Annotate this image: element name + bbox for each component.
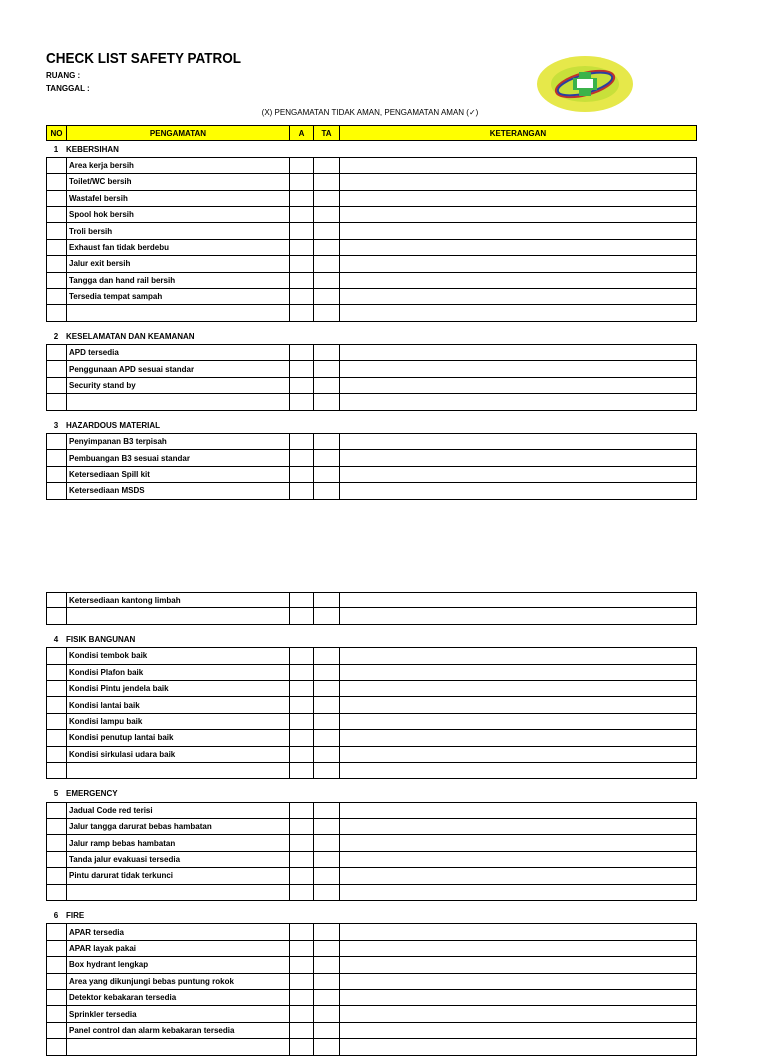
observation-item (67, 885, 290, 900)
checkbox-a[interactable] (290, 1023, 314, 1038)
observation-item: Kondisi Pintu jendela baik (67, 681, 290, 696)
observation-item: Jadual Code red terisi (67, 803, 290, 818)
table-row (46, 868, 697, 884)
table-row (46, 467, 697, 483)
row-number (47, 289, 67, 304)
checkbox-a[interactable] (290, 608, 314, 623)
keterangan-field[interactable] (340, 467, 696, 482)
checkbox-a[interactable] (290, 648, 314, 663)
checkbox-a[interactable] (290, 223, 314, 238)
observation-item (67, 763, 290, 778)
table-row (46, 483, 697, 499)
row-number (47, 378, 67, 393)
checkbox-ta[interactable] (314, 174, 340, 189)
keterangan-field[interactable] (340, 345, 696, 360)
table-row (46, 434, 697, 450)
table-row (46, 974, 697, 990)
header-pengamatan: PENGAMATAN (67, 126, 290, 140)
row-number (47, 763, 67, 778)
checkbox-ta[interactable] (314, 885, 340, 900)
checkbox-a[interactable] (290, 763, 314, 778)
checkbox-ta[interactable] (314, 593, 340, 607)
keterangan-field[interactable] (340, 289, 696, 304)
keterangan-field[interactable] (340, 852, 696, 867)
keterangan-field[interactable] (340, 747, 696, 762)
table-row (46, 273, 697, 289)
checkbox-a[interactable] (290, 394, 314, 409)
table-row (46, 924, 697, 940)
observation-item: Area kerja bersih (67, 158, 290, 173)
checkbox-ta[interactable] (314, 763, 340, 778)
row-number (47, 305, 67, 320)
observation-item: Kondisi Plafon baik (67, 665, 290, 680)
checkbox-ta[interactable] (314, 273, 340, 288)
observation-item: Jalur ramp bebas hambatan (67, 835, 290, 850)
row-number (47, 240, 67, 255)
checkbox-ta[interactable] (314, 434, 340, 449)
row-number (47, 819, 67, 834)
observation-item: Kondisi penutup lantai baik (67, 730, 290, 745)
checkbox-ta[interactable] (314, 665, 340, 680)
checkbox-ta[interactable] (314, 394, 340, 409)
row-number (47, 467, 67, 482)
section-number: 3 (53, 420, 59, 430)
section-number: 1 (53, 144, 59, 154)
observation-item: Box hydrant lengkap (67, 957, 290, 972)
checkbox-ta[interactable] (314, 924, 340, 939)
observation-item: Ketersediaan kantong limbah (67, 593, 290, 607)
row-number (47, 608, 67, 623)
table-row (46, 957, 697, 973)
checkbox-ta[interactable] (314, 835, 340, 850)
checkbox-a[interactable] (290, 835, 314, 850)
keterangan-field[interactable] (340, 207, 696, 222)
keterangan-field[interactable] (340, 174, 696, 189)
keterangan-field[interactable] (340, 885, 696, 900)
observation-item: Kondisi lampu baik (67, 714, 290, 729)
section-title: FIRE (66, 911, 85, 921)
header-no: NO (47, 126, 67, 140)
checkbox-ta[interactable] (314, 305, 340, 320)
checkbox-ta[interactable] (314, 467, 340, 482)
checkbox-ta[interactable] (314, 730, 340, 745)
observation-item: Penggunaan APD sesuai standar (67, 361, 290, 376)
row-number (47, 273, 67, 288)
keterangan-field[interactable] (340, 974, 696, 989)
checkbox-ta[interactable] (314, 852, 340, 867)
table-row (46, 835, 697, 851)
checkbox-a[interactable] (290, 361, 314, 376)
observation-item: Area yang dikunjungi bebas puntung rokok (67, 974, 290, 989)
table-row (46, 665, 697, 681)
table-row (46, 207, 697, 223)
checkbox-a[interactable] (290, 483, 314, 498)
row-number (47, 483, 67, 498)
table-row (46, 289, 697, 305)
checkbox-ta[interactable] (314, 207, 340, 222)
checkbox-a[interactable] (290, 207, 314, 222)
table-header (46, 125, 697, 141)
row-number (47, 223, 67, 238)
row-number (47, 747, 67, 762)
checkbox-ta[interactable] (314, 747, 340, 762)
row-number (47, 450, 67, 465)
section-title: KEBERSIHAN (66, 144, 119, 154)
row-number (47, 852, 67, 867)
keterangan-field[interactable] (340, 378, 696, 393)
table-row (46, 223, 697, 239)
keterangan-field[interactable] (340, 240, 696, 255)
observation-item: Jalur exit bersih (67, 256, 290, 271)
checkbox-a[interactable] (290, 256, 314, 271)
keterangan-field[interactable] (340, 256, 696, 271)
checkbox-a[interactable] (290, 467, 314, 482)
table-row (46, 191, 697, 207)
table-row (46, 450, 697, 466)
row-number (47, 803, 67, 818)
observation-item: APAR tersedia (67, 924, 290, 939)
observation-item: Tersedia tempat sampah (67, 289, 290, 304)
section-header (46, 908, 697, 924)
keterangan-field[interactable] (340, 608, 696, 623)
checkbox-a[interactable] (290, 803, 314, 818)
section-header (46, 632, 697, 648)
section-number: 6 (53, 911, 59, 921)
checkbox-a[interactable] (290, 697, 314, 712)
checkbox-ta[interactable] (314, 256, 340, 271)
observation-item: APAR layak pakai (67, 941, 290, 956)
checkbox-a[interactable] (290, 1006, 314, 1021)
checkbox-a[interactable] (290, 158, 314, 173)
table-row (46, 763, 697, 779)
row-number (47, 665, 67, 680)
checkbox-ta[interactable] (314, 223, 340, 238)
table-row (46, 305, 697, 321)
row-number (47, 158, 67, 173)
checkbox-a[interactable] (290, 852, 314, 867)
header-a: A (290, 126, 314, 140)
checkbox-a[interactable] (290, 990, 314, 1005)
row-number (47, 974, 67, 989)
table-row (46, 174, 697, 190)
checkbox-ta[interactable] (314, 191, 340, 206)
row-number (47, 714, 67, 729)
checkbox-a[interactable] (290, 730, 314, 745)
checkbox-a[interactable] (290, 665, 314, 680)
row-number (47, 345, 67, 360)
observation-item: Troli bersih (67, 223, 290, 238)
table-row (46, 885, 697, 901)
checkbox-ta[interactable] (314, 608, 340, 623)
keterangan-field[interactable] (340, 681, 696, 696)
row-number (47, 593, 67, 607)
keterangan-field[interactable] (340, 868, 696, 883)
keterangan-field[interactable] (340, 394, 696, 409)
observation-item: Kondisi sirkulasi udara baik (67, 747, 290, 762)
hospital-logo (535, 54, 635, 114)
checkbox-a[interactable] (290, 747, 314, 762)
keterangan-field[interactable] (340, 273, 696, 288)
observation-item: Ketersediaan Spill kit (67, 467, 290, 482)
tanggal-label: TANGGAL : (46, 84, 90, 93)
keterangan-field[interactable] (340, 1023, 696, 1038)
keterangan-field[interactable] (340, 941, 696, 956)
table-row (46, 394, 697, 410)
observation-item: Detektor kebakaran tersedia (67, 990, 290, 1005)
row-number (47, 730, 67, 745)
observation-item: Tangga dan hand rail bersih (67, 273, 290, 288)
checkbox-ta[interactable] (314, 681, 340, 696)
row-number (47, 256, 67, 271)
table-row (46, 361, 697, 377)
checkbox-ta[interactable] (314, 803, 340, 818)
checkbox-ta[interactable] (314, 158, 340, 173)
observation-item (67, 305, 290, 320)
row-number (47, 191, 67, 206)
observation-item (67, 394, 290, 409)
observation-item: Pembuangan B3 sesuai standar (67, 450, 290, 465)
checkbox-a[interactable] (290, 868, 314, 883)
observation-item: Penyimpanan B3 terpisah (67, 434, 290, 449)
table-row (46, 730, 697, 746)
observation-item: Tanda jalur evakuasi tersedia (67, 852, 290, 867)
row-number (47, 941, 67, 956)
keterangan-field[interactable] (340, 665, 696, 680)
table-row (46, 378, 697, 394)
checkbox-a[interactable] (290, 885, 314, 900)
section-title: EMERGENCY (66, 789, 118, 799)
table-row (46, 714, 697, 730)
table-row (46, 158, 697, 174)
checkbox-a[interactable] (290, 378, 314, 393)
keterangan-field[interactable] (340, 803, 696, 818)
section-header (46, 418, 697, 434)
checkbox-a[interactable] (290, 1039, 314, 1054)
checkbox-ta[interactable] (314, 345, 340, 360)
row-number (47, 394, 67, 409)
keterangan-field[interactable] (340, 305, 696, 320)
table-row (46, 1023, 697, 1039)
checkbox-a[interactable] (290, 174, 314, 189)
checkbox-ta[interactable] (314, 1039, 340, 1054)
checkbox-a[interactable] (290, 191, 314, 206)
keterangan-field[interactable] (340, 593, 696, 607)
row-number (47, 361, 67, 376)
section-header (46, 329, 697, 345)
keterangan-field[interactable] (340, 697, 696, 712)
checkbox-ta[interactable] (314, 450, 340, 465)
table-row (46, 1006, 697, 1022)
checkbox-a[interactable] (290, 289, 314, 304)
checkbox-a[interactable] (290, 305, 314, 320)
keterangan-field[interactable] (340, 158, 696, 173)
table-row (46, 256, 697, 272)
checkbox-ta[interactable] (314, 941, 340, 956)
table-row (46, 990, 697, 1006)
checkbox-a[interactable] (290, 957, 314, 972)
row-number (47, 174, 67, 189)
table-row (46, 747, 697, 763)
checkbox-ta[interactable] (314, 289, 340, 304)
section-number: 2 (53, 331, 59, 341)
checkbox-ta[interactable] (314, 483, 340, 498)
observation-item (67, 608, 290, 623)
checkbox-ta[interactable] (314, 957, 340, 972)
table-row (46, 1039, 697, 1055)
keterangan-field[interactable] (340, 361, 696, 376)
row-number (47, 990, 67, 1005)
header-ta: TA (314, 126, 340, 140)
checkbox-a[interactable] (290, 819, 314, 834)
section-title: FISIK BANGUNAN (66, 634, 136, 644)
keterangan-field[interactable] (340, 924, 696, 939)
table-row (46, 852, 697, 868)
row-number (47, 1023, 67, 1038)
checkbox-a[interactable] (290, 714, 314, 729)
checkbox-ta[interactable] (314, 240, 340, 255)
observation-item (67, 1039, 290, 1054)
section-header (46, 786, 697, 802)
checklist-table (46, 125, 697, 500)
keterangan-field[interactable] (340, 730, 696, 745)
observation-item: Panel control dan alarm kebakaran tersedia (67, 1023, 290, 1038)
checkbox-a[interactable] (290, 924, 314, 939)
observation-item: Wastafel bersih (67, 191, 290, 206)
row-number (47, 1006, 67, 1021)
keterangan-field[interactable] (340, 434, 696, 449)
observation-item: Pintu darurat tidak terkunci (67, 868, 290, 883)
keterangan-field[interactable] (340, 714, 696, 729)
keterangan-field[interactable] (340, 990, 696, 1005)
keterangan-field[interactable] (340, 483, 696, 498)
checkbox-ta[interactable] (314, 868, 340, 883)
observation-item: Jalur tangga darurat bebas hambatan (67, 819, 290, 834)
checkbox-ta[interactable] (314, 378, 340, 393)
table-row (46, 648, 697, 664)
observation-item: Spool hok bersih (67, 207, 290, 222)
checkbox-a[interactable] (290, 345, 314, 360)
table-row (46, 608, 697, 624)
legend-text: (X) PENGAMATAN TIDAK AMAN, PENGAMATAN AMAN (✓) (261, 108, 479, 117)
table-row (46, 941, 697, 957)
checkbox-a[interactable] (290, 593, 314, 607)
keterangan-field[interactable] (340, 957, 696, 972)
table-row (46, 592, 697, 608)
table-row (46, 240, 697, 256)
checkbox-ta[interactable] (314, 819, 340, 834)
keterangan-field[interactable] (340, 763, 696, 778)
table-row (46, 345, 697, 361)
row-number (47, 1039, 67, 1054)
checkbox-a[interactable] (290, 681, 314, 696)
checkbox-ta[interactable] (314, 697, 340, 712)
checkbox-ta[interactable] (314, 714, 340, 729)
row-number (47, 868, 67, 883)
section-header (46, 141, 697, 157)
row-number (47, 697, 67, 712)
section-title: HAZARDOUS MATERIAL (66, 420, 161, 430)
section-number: 4 (53, 634, 59, 644)
observation-item: APD tersedia (67, 345, 290, 360)
table-row (46, 803, 697, 819)
checklist-table (46, 592, 697, 1056)
checkbox-ta[interactable] (314, 648, 340, 663)
observation-item: Sprinkler tersedia (67, 1006, 290, 1021)
observation-item: Kondisi tembok baik (67, 648, 290, 663)
row-number (47, 681, 67, 696)
row-number (47, 648, 67, 663)
row-number (47, 207, 67, 222)
row-number (47, 434, 67, 449)
keterangan-field[interactable] (340, 1006, 696, 1021)
row-number (47, 885, 67, 900)
table-row (46, 819, 697, 835)
section-title: KESELAMATAN DAN KEAMANAN (66, 331, 195, 341)
table-row (46, 681, 697, 697)
observation-item: Kondisi lantai baik (67, 697, 290, 712)
checkbox-a[interactable] (290, 450, 314, 465)
keterangan-field[interactable] (340, 1039, 696, 1054)
checkbox-a[interactable] (290, 974, 314, 989)
checkbox-ta[interactable] (314, 361, 340, 376)
checkbox-ta[interactable] (314, 990, 340, 1005)
ruang-label: RUANG : (46, 71, 81, 80)
observation-item: Security stand by (67, 378, 290, 393)
keterangan-field[interactable] (340, 835, 696, 850)
checkbox-a[interactable] (290, 273, 314, 288)
keterangan-field[interactable] (340, 191, 696, 206)
table-row (46, 697, 697, 713)
row-number (47, 924, 67, 939)
observation-item: Exhaust fan tidak berdebu (67, 240, 290, 255)
checkbox-ta[interactable] (314, 974, 340, 989)
observation-item: Ketersediaan MSDS (67, 483, 290, 498)
keterangan-field[interactable] (340, 450, 696, 465)
checkbox-a[interactable] (290, 240, 314, 255)
checkbox-ta[interactable] (314, 1006, 340, 1021)
header-keterangan: KETERANGAN (489, 128, 547, 138)
page-title: CHECK LIST SAFETY PATROL (46, 50, 242, 67)
keterangan-field[interactable] (340, 648, 696, 663)
keterangan-field[interactable] (340, 223, 696, 238)
keterangan-field[interactable] (340, 819, 696, 834)
observation-item: Toilet/WC bersih (67, 174, 290, 189)
checkbox-ta[interactable] (314, 1023, 340, 1038)
section-number: 5 (53, 789, 59, 799)
row-number (47, 835, 67, 850)
checkbox-a[interactable] (290, 941, 314, 956)
checkbox-a[interactable] (290, 434, 314, 449)
row-number (47, 957, 67, 972)
